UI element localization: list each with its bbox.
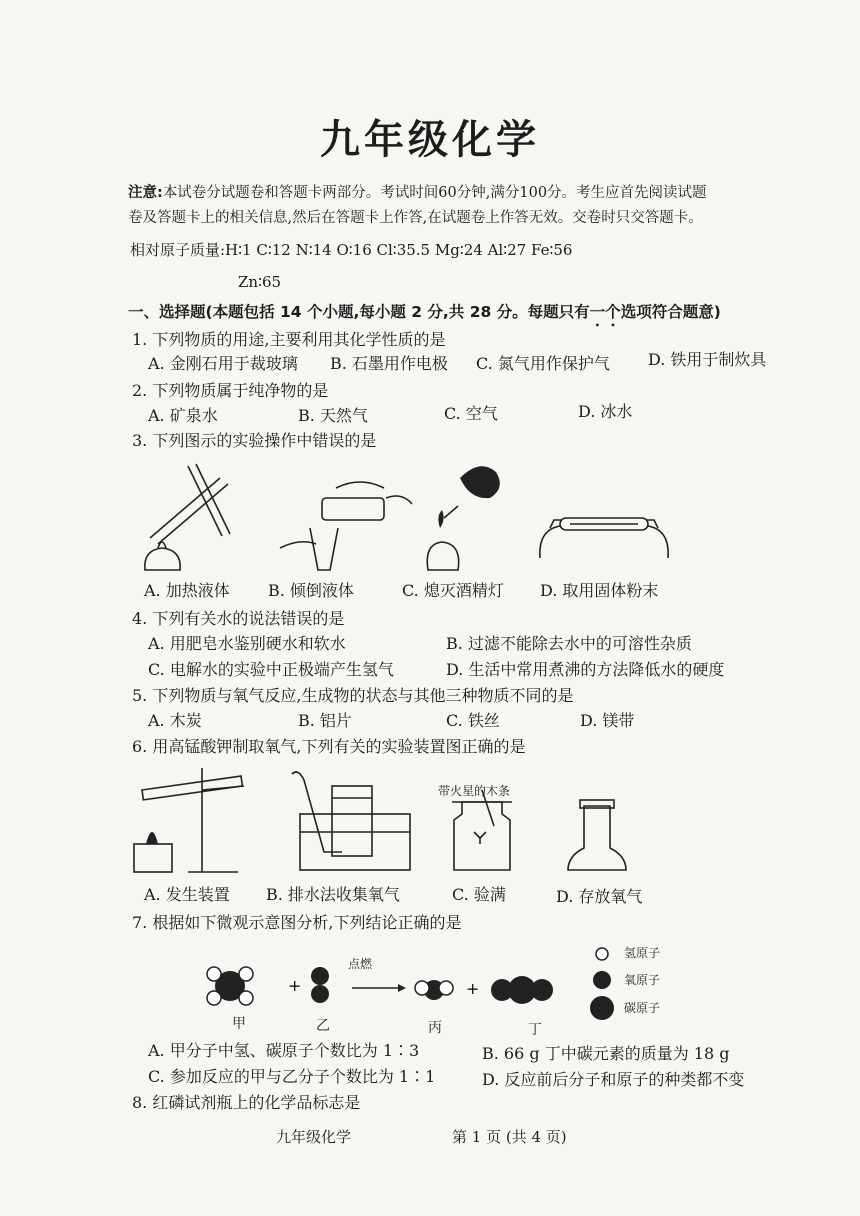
q6-option-c: C. 验满 (452, 885, 506, 904)
legend-carbon: 碳原子 (624, 1001, 661, 1015)
plus-sign-1: + (288, 976, 302, 995)
q3-option-a: A. 加热液体 (144, 581, 230, 600)
q6-figure-b-water-collection (292, 772, 410, 870)
q5-option-a: A. 木炭 (148, 711, 202, 730)
q1-option-b: B. 石墨用作电极 (330, 354, 448, 373)
footer-page-number: 第 1 页 (共 4 页) (452, 1128, 567, 1146)
q7-option-d: D. 反应前后分子和原子的种类都不变 (482, 1070, 745, 1089)
q5-option-c: C. 铁丝 (446, 711, 500, 730)
notice-text-1: 本试卷分试题卷和答题卡两部分。考试时间60分钟,满分100分。考生应首先阅读试题 (162, 185, 707, 201)
q6-option-d: D. 存放氧气 (556, 887, 643, 906)
q3-stem: 3. 下列图示的实验操作中错误的是 (132, 431, 377, 450)
legend-hydrogen: 氢原子 (624, 946, 661, 960)
q6-figure-d-store-oxygen (568, 800, 626, 870)
section-heading-emphasis: 一个 (589, 303, 621, 321)
q3-figure-d-take-powder (540, 518, 668, 558)
q7-arrow-label: 点燃 (348, 957, 373, 971)
q6-option-b: B. 排水法收集氧气 (266, 885, 400, 904)
q5-stem: 5. 下列物质与氧气反应,生成物的状态与其他三种物质不同的是 (132, 686, 574, 705)
q6-figure-a-generator (134, 768, 244, 872)
q7-label-jia: 甲 (232, 1016, 246, 1032)
q7-option-a: A. 甲分子中氢、碳原子个数比为 1∶3 (148, 1041, 420, 1060)
q7-molecule-bing (415, 980, 453, 1000)
q5-option-b: B. 铝片 (298, 711, 352, 730)
q3-figures (140, 458, 680, 578)
q2-option-a: A. 矿泉水 (148, 406, 218, 425)
section-heading-text: 一、选择题(本题包括 14 个小题,每小题 2 分,共 28 分。每题只有 (128, 303, 590, 321)
q4-option-b: B. 过滤不能除去水中的可溶性杂质 (446, 634, 692, 653)
q3-option-b: B. 倾倒液体 (268, 581, 354, 600)
q7-molecule-jia (207, 967, 253, 1005)
page-title: 九年级化学 (320, 117, 540, 163)
q3-figure-b-pouring-liquid (280, 482, 412, 570)
plus-sign-2: + (466, 979, 480, 998)
legend-carbon-marker (590, 996, 614, 1020)
q2-option-b: B. 天然气 (298, 406, 368, 425)
q4-stem: 4. 下列有关水的说法错误的是 (132, 609, 345, 628)
q5-option-d: D. 镁带 (580, 711, 635, 730)
atomic-mass-line-2: Zn∶65 (238, 273, 282, 291)
q4-option-a: A. 用肥皂水鉴别硬水和软水 (148, 634, 346, 653)
q7-molecule-ding (491, 976, 553, 1004)
footer-subject: 九年级化学 (276, 1128, 352, 1146)
q6-stem: 6. 用高锰酸钾制取氧气,下列有关的实验装置图正确的是 (132, 737, 526, 756)
q2-stem: 2. 下列物质属于纯净物的是 (132, 381, 329, 400)
q8-stem: 8. 红磷试剂瓶上的化学品标志是 (132, 1093, 361, 1112)
q4-option-d: D. 生活中常用煮沸的方法降低水的硬度 (446, 660, 725, 679)
q7-option-b: B. 66 g 丁中碳元素的质量为 18 g (482, 1044, 730, 1063)
section-heading (128, 302, 721, 330)
q6-option-a: A. 发生装置 (144, 885, 230, 904)
reaction-arrowhead (398, 984, 406, 992)
legend-oxygen: 氧原子 (624, 973, 661, 987)
q4-option-c: C. 电解水的实验中正极端产生氢气 (148, 660, 394, 679)
q6-figure-c-check-full (452, 790, 512, 870)
section-heading-tail: 选项符合题意) (620, 303, 721, 321)
q6-figure-label: 带火星的木条 (438, 784, 511, 798)
q7-label-yi: 乙 (316, 1018, 330, 1034)
q1-option-a: A. 金刚石用于裁玻璃 (148, 354, 298, 373)
q7-label-bing: 丙 (428, 1020, 442, 1036)
q3-figure-c-extinguish-lamp (427, 466, 500, 570)
q7-molecule-yi (311, 967, 329, 1003)
q3-figure-a-heating-liquid (145, 464, 230, 570)
q6-figures (128, 760, 648, 880)
notice-line-2: 卷及答题卡上的相关信息,然后在答题卡上作答,在试题卷上作答无效。交卷时只交答题卡。 (128, 210, 703, 226)
q2-option-d: D. 冰水 (578, 402, 633, 421)
notice-label: 注意: (128, 185, 163, 201)
q7-label-ding: 丁 (528, 1022, 542, 1038)
q2-option-c: C. 空气 (444, 404, 498, 423)
q1-option-c: C. 氮气用作保护气 (476, 354, 610, 373)
q1-stem: 1. 下列物质的用途,主要利用其化学性质的是 (132, 330, 446, 349)
legend-oxygen-marker (593, 971, 611, 989)
notice-line-1 (128, 183, 707, 203)
q7-option-c: C. 参加反应的甲与乙分子个数比为 1∶1 (148, 1067, 436, 1086)
q3-option-d: D. 取用固体粉末 (540, 581, 659, 600)
legend-hydrogen-marker (596, 948, 608, 960)
atomic-mass-line-1: 相对原子质量:H∶1 C∶12 N∶14 O∶16 Cl∶35.5 Mg∶24 Al∶27 Fe∶56 (130, 241, 573, 259)
q7-reaction-diagram (196, 938, 676, 1028)
q7-stem: 7. 根据如下微观示意图分析,下列结论正确的是 (132, 913, 462, 932)
q1-option-d: D. 铁用于制炊具 (648, 350, 767, 369)
q3-option-c: C. 熄灭酒精灯 (402, 581, 504, 600)
